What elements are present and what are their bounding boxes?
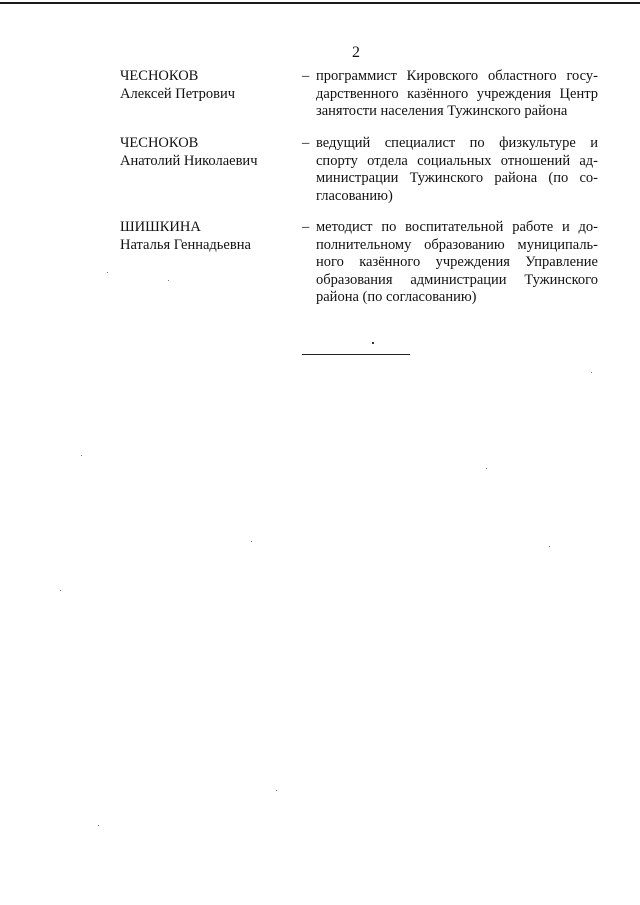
surname: ЧЕСНОКОВ	[120, 68, 199, 84]
scan-speck	[98, 825, 99, 826]
scan-speck	[549, 546, 550, 547]
role-line: спорту отдела социальных отношений ад-	[316, 152, 598, 169]
scan-speck	[486, 468, 487, 469]
role-line: дарственного казённого учреждения Центр	[316, 85, 598, 102]
scan-speck	[107, 272, 108, 273]
scan-speck	[372, 342, 374, 344]
page-number: 2	[352, 44, 360, 61]
scan-speck	[276, 790, 277, 791]
scan-speck	[591, 372, 592, 373]
surname: ШИШКИНА	[120, 219, 201, 235]
dash-separator: –	[302, 219, 310, 235]
role-line: полнительному образованию муниципаль-	[316, 236, 598, 253]
dash-separator: –	[302, 135, 310, 151]
dash-separator: –	[302, 68, 310, 84]
role-line: методист по воспитательной работе и до-	[316, 219, 598, 235]
role-description	[316, 219, 598, 307]
scan-speck	[251, 541, 252, 542]
given-names: Наталья Геннадьевна	[120, 236, 251, 253]
closing-rule	[302, 354, 410, 355]
role-line: программист Кировского областного госу-	[316, 68, 598, 84]
given-names: Анатолий Николаевич	[120, 152, 258, 169]
scan-speck	[60, 590, 61, 591]
given-names: Алексей Петрович	[120, 85, 236, 102]
top-border-line	[0, 2, 640, 4]
role-line: министрации Тужинского района (по со-	[316, 170, 598, 186]
role-line: ного казённого учреждения Управление	[316, 254, 598, 270]
role-line: ведущий специалист по физкультуре и	[316, 135, 598, 151]
scan-speck	[81, 455, 82, 456]
role-line: занятости населения Тужинского района	[316, 103, 568, 119]
surname: ЧЕСНОКОВ	[120, 135, 199, 151]
role-description	[316, 135, 598, 205]
role-line: гласованию)	[316, 187, 393, 204]
role-line: района (по согласованию)	[316, 289, 477, 305]
scan-speck	[168, 280, 169, 281]
role-line: образования администрации Тужинского	[316, 271, 598, 288]
person-name	[120, 219, 290, 254]
person-name	[120, 135, 290, 170]
role-description	[316, 68, 598, 121]
person-name	[120, 68, 290, 103]
